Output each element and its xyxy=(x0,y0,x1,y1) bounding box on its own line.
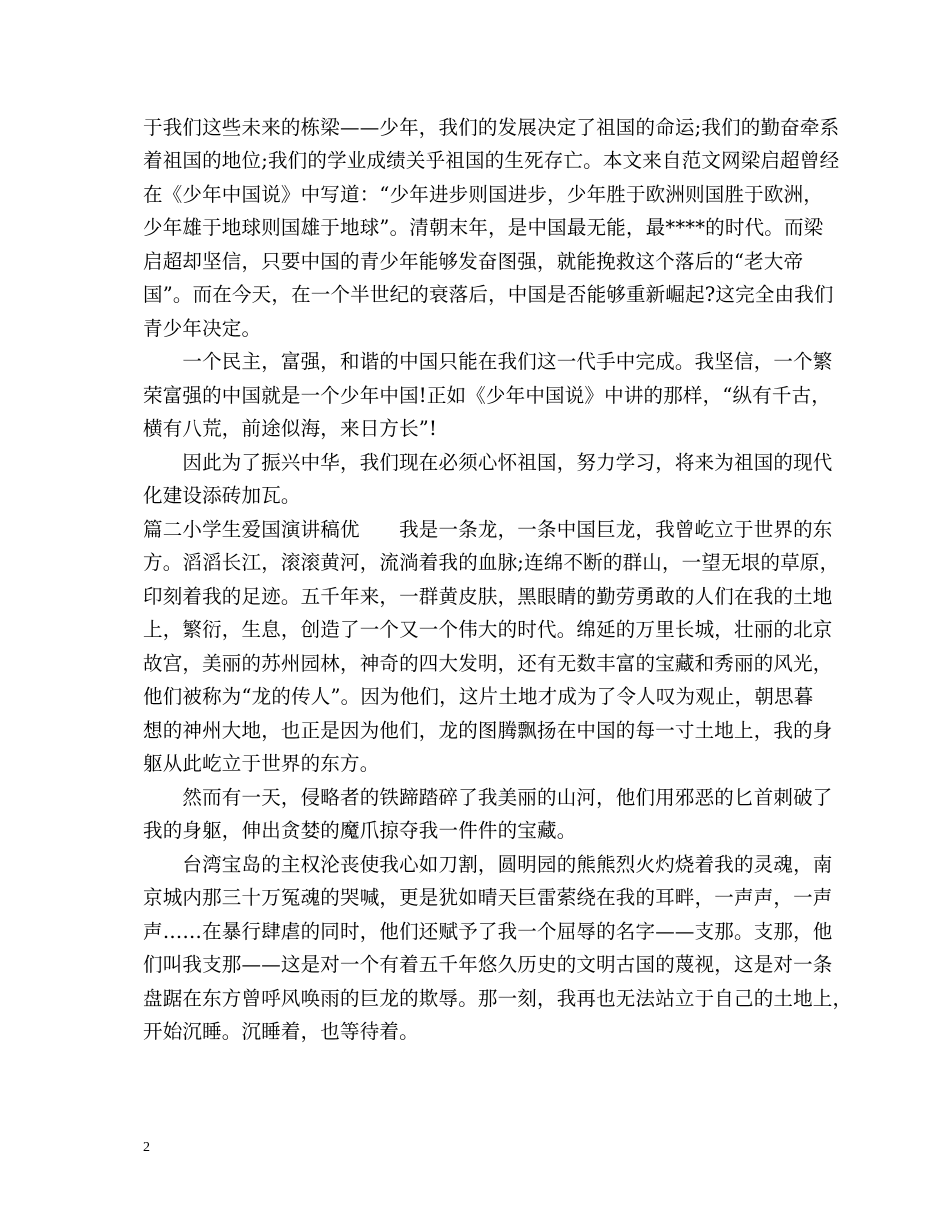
text-line: 国”。而在今天，在一个半世纪的衰落后，中国是否能够重新崛起?这完全由我们 xyxy=(143,283,834,306)
text-line: 上，繁衍，生息，创造了一个又一个伟大的时代。绵延的万里长城，壮丽的北京 xyxy=(143,618,833,641)
page-number: 2 xyxy=(143,1140,150,1155)
text-line: 声……在暴行肆虐的同时，他们还赋予了我一个屈辱的名字——支那。支那，他 xyxy=(143,920,833,943)
text-line: 篇二小学生爱国演讲稿优 我是一条龙，一条中国巨龙，我曾屹立于世界的东 xyxy=(143,518,833,541)
text-line: 京城内那三十万冤魂的哭喊，更是犹如晴天巨雷萦绕在我的耳畔，一声声，一声 xyxy=(143,886,833,909)
text-line: 故宫，美丽的苏州园林，神奇的四大发明，还有无数丰富的宝藏和秀丽的风光， xyxy=(143,652,833,675)
text-line: 化建设添砖加瓦。 xyxy=(143,484,301,507)
text-line: 躯从此屹立于世界的东方。 xyxy=(143,752,380,775)
text-line: 少年雄于地球则国雄于地球”。清朝末年，是中国最无能，最****的时代。而梁 xyxy=(143,216,824,239)
text-line: 我的身躯，伸出贪婪的魔爪掠夺我一件件的宝藏。 xyxy=(143,819,577,842)
text-line: 方。滔滔长江，滚滚黄河，流淌着我的血脉;连绵不断的群山，一望无垠的草原， xyxy=(143,551,840,574)
text-line: 开始沉睡。沉睡着，也等待着。 xyxy=(143,1020,419,1043)
text-line: 想的神州大地，也正是因为他们，龙的图腾飘扬在中国的每一寸土地上，我的身 xyxy=(143,719,833,742)
text-line: 一个民主，富强，和谐的中国只能在我们这一代手中完成。我坚信，一个繁 xyxy=(143,350,833,373)
text-line: 启超却坚信，只要中国的青少年能够发奋图强，就能挽救这个落后的“老大帝 xyxy=(143,250,804,273)
text-line: 然而有一天，侵略者的铁蹄踏碎了我美丽的山河，他们用邪恶的匕首刺破了 xyxy=(143,786,833,809)
text-line: 横有八荒，前途似海，来日方长”! xyxy=(143,417,438,440)
text-line: 台湾宝岛的主权沦丧使我心如刀割，圆明园的熊熊烈火灼烧着我的灵魂，南 xyxy=(143,853,833,876)
text-line: 着祖国的地位;我们的学业成绩关乎祖国的生死存亡。本文来自范文网梁启超曾经 xyxy=(143,149,840,172)
text-line: 印刻着我的足迹。五千年来，一群黄皮肤，黑眼睛的勤劳勇敢的人们在我的土地 xyxy=(143,585,833,608)
text-line: 于我们这些未来的栋梁——少年，我们的发展决定了祖国的命运;我们的勤奋牵系 xyxy=(143,116,840,139)
text-line: 他们被称为“龙的传人”。因为他们，这片土地才成为了令人叹为观止，朝思暮 xyxy=(143,685,814,708)
text-line: 盘踞在东方曾呼风唤雨的巨龙的欺辱。那一刻，我再也无法站立于自己的土地上， xyxy=(143,987,853,1010)
text-line: 在《少年中国说》中写道：“少年进步则国进步，少年胜于欧洲则国胜于欧洲， xyxy=(143,183,823,206)
text-line: 因此为了振兴中华，我们现在必须心怀祖国，努力学习，将来为祖国的现代 xyxy=(143,451,833,474)
text-line: 们叫我支那——这是对一个有着五千年悠久历史的文明古国的蔑视，这是对一条 xyxy=(143,953,833,976)
text-line: 青少年决定。 xyxy=(143,317,262,340)
text-line: 荣富强的中国就是一个少年中国!正如《少年中国说》中讲的那样，“纵有千古， xyxy=(143,384,832,407)
